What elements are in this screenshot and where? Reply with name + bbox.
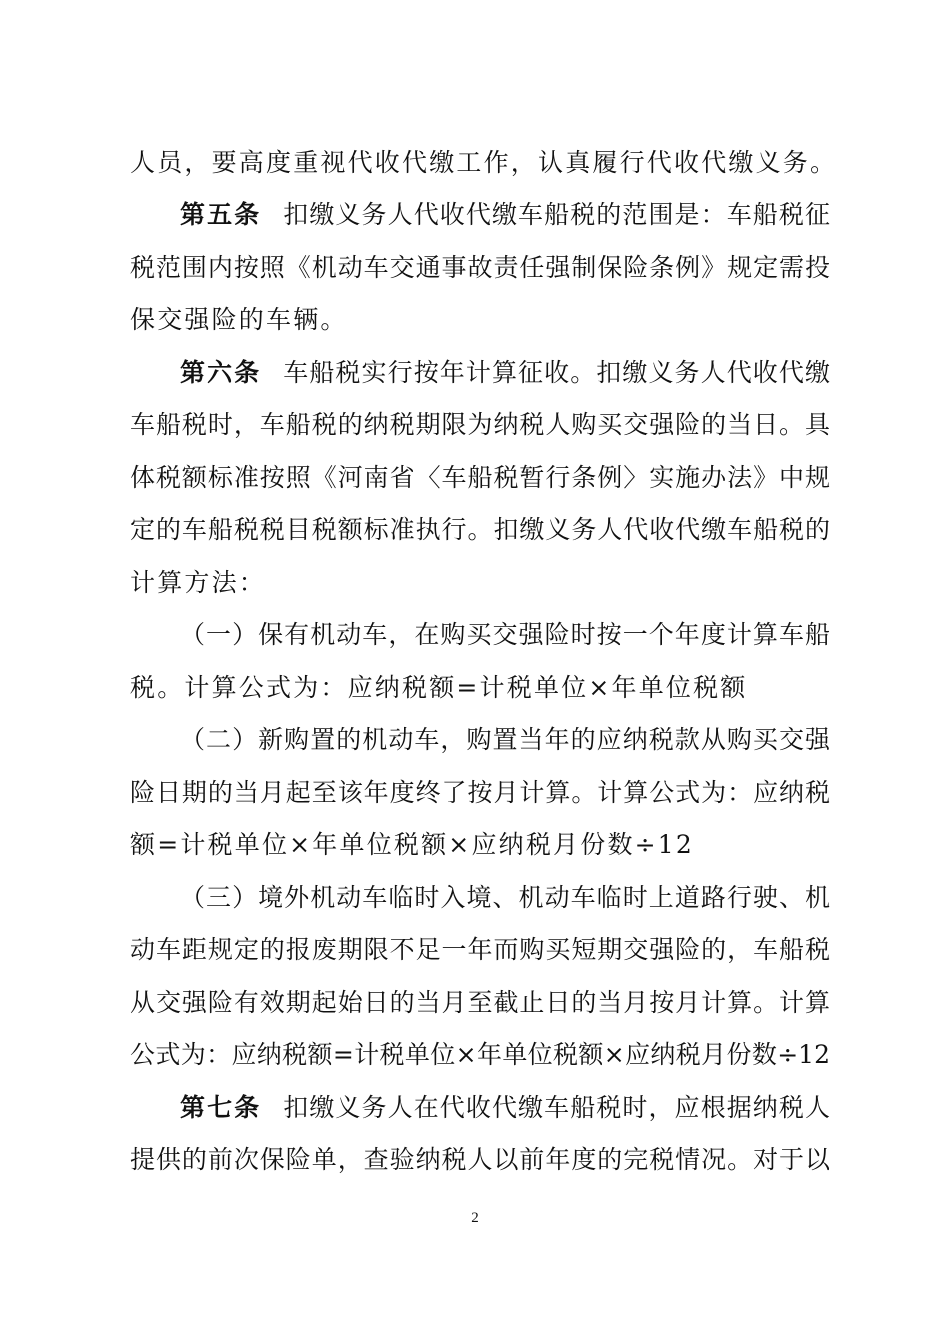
list-item-line: （二）新购置的机动车，购置当年的应纳税款从购买交强 <box>180 725 830 754</box>
text-line: 车船税时，车船税的纳税期限为纳税人购买交强险的当日。具 <box>130 410 830 439</box>
formula-line: 额=计税单位×年单位税额×应纳税月份数÷12 <box>130 830 695 859</box>
formula-line: 公式为：应纳税额=计税单位×年单位税额×应纳税月份数÷12 <box>130 1040 830 1069</box>
text-line: 动车距规定的报废期限不足一年而购买短期交强险的，车船税 <box>130 935 830 964</box>
article-label: 第五条 <box>180 200 262 229</box>
text-line: 提供的前次保险单，查验纳税人以前年度的完税情况。对于以 <box>130 1145 830 1174</box>
text-line: 税范围内按照《机动车交通事故责任强制保险条例》规定需投 <box>130 253 830 282</box>
list-item-line: （三）境外机动车临时入境、机动车临时上道路行驶、机 <box>180 883 830 912</box>
article-5-heading-line: 第五条 扣缴义务人代收代缴车船税的范围是：车船税征 <box>180 200 830 229</box>
text-line: 体税额标准按照《河南省〈车船税暂行条例〉实施办法》中规 <box>130 463 830 492</box>
article-label: 第六条 <box>180 358 262 387</box>
text-line: 计算方法： <box>130 568 267 597</box>
list-item-line: （一）保有机动车，在购买交强险时按一个年度计算车船 <box>180 620 830 649</box>
article-7-heading-line: 第七条 扣缴义务人在代收代缴车船税时，应根据纳税人 <box>180 1093 830 1122</box>
formula-line: 税。计算公式为：应纳税额=计税单位×年单位税额 <box>130 673 748 702</box>
text-line: 定的车船税税目税额标准执行。扣缴义务人代收代缴车船税的 <box>130 515 830 544</box>
article-6-heading-line: 第六条 车船税实行按年计算征收。扣缴义务人代收代缴 <box>180 358 830 387</box>
text-line: 人员，要高度重视代收代缴工作，认真履行代收代缴义务。 <box>130 148 838 177</box>
page-number: 2 <box>471 1210 479 1226</box>
text-line: 从交强险有效期起始日的当月至截止日的当月按月计算。计算 <box>130 988 830 1017</box>
text-line: 保交强险的车辆。 <box>130 305 348 334</box>
text-line: 险日期的当月起至该年度终了按月计算。计算公式为：应纳税 <box>130 778 830 807</box>
article-label: 第七条 <box>180 1093 262 1122</box>
